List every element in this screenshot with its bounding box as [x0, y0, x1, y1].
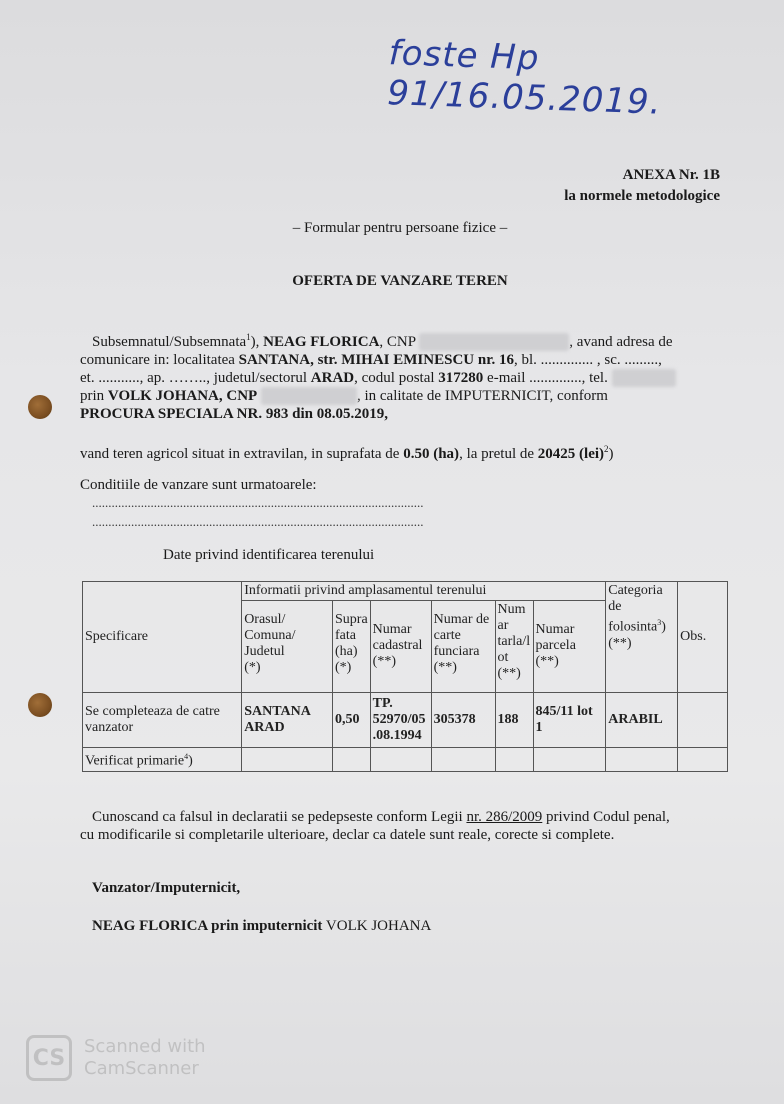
cell-categoria: ARABIL [606, 693, 678, 748]
annex-number: ANEXA Nr. 1B [622, 167, 720, 183]
cell-cadastral: TP. 52970/05 .08.1994 [370, 693, 431, 748]
conditions-line-2: ...................................................................................................... [92, 514, 424, 529]
row-label-seller: Se completeaza de catre vanzator [83, 693, 242, 748]
declaration-line-2: comunicare in: localitatea SANTANA, str. MIHAI EMINESCU nr. 16, bl. .............. , sc. ........., [80, 352, 662, 368]
signature-role: Vanzator/Imputernicit, [92, 880, 241, 896]
header-suprafata: Supra fata (ha) (*) [333, 601, 371, 693]
declaration-paragraph [80, 328, 720, 423]
land-identification-table [82, 581, 728, 772]
seller-name: NEAG FLORICA [263, 334, 380, 350]
conditions-line-1: ...................................................................................................... [92, 495, 424, 510]
table-row [83, 748, 728, 772]
legal-statement: Cunoscand ca falsul in declaratii se pedepseste conform Legii nr. 286/2009 privind Codul penal, cu modificarile si completarile ulterioare, declar ca datele sunt reale, corecte si complete. [80, 809, 670, 843]
locality: SANTANA [238, 352, 311, 368]
row-label-primarie: Verificat primarie$^4$) [83, 748, 242, 772]
header-location-info: Informatii privind amplasamentul terenului [242, 582, 606, 601]
power-of-attorney: PROCURA SPECIALA NR. 983 din 08.05.2019, [80, 406, 388, 422]
header-cadastral: Numar cadastral (**) [370, 601, 431, 693]
cell-suprafata: 0,50 [333, 693, 371, 748]
street-address: , str. MIHAI EMINESCU nr. 16 [310, 352, 514, 368]
watermark-line-1: Scanned with [84, 1036, 206, 1057]
handwritten-registration-note: foste Hp 91/16.05.2019. [386, 33, 663, 123]
form-type: – Formular pentru persoane fizice – [292, 220, 508, 236]
declaration-line-3: et. ..........., ap. …….., judetul/sectorul ARAD, codul postal 317280 e-mail .............., tel. [80, 369, 720, 387]
land-area: 0.50 (ha) [403, 446, 460, 462]
redacted-phone [612, 369, 676, 387]
cell-parcela: 845/11 lot 1 [533, 693, 606, 748]
camscanner-watermark [26, 1035, 206, 1081]
header-parcela: Numar parcela (**) [533, 601, 606, 693]
document-title: OFERTA DE VANZARE TEREN [292, 273, 508, 289]
sale-price: 20425 (lei) [537, 446, 605, 462]
representative-name: VOLK JOHANA, CNP [107, 388, 258, 404]
camscanner-logo-icon: CS [26, 1035, 72, 1081]
cell-obs [678, 693, 728, 748]
redacted-rep-cnp [261, 387, 357, 405]
declaration-line-1: Subsemnatul/Subsemnata$^1$), NEAG FLORICA, CNP , avand adresa de [92, 332, 673, 350]
postal-code: 317280 [438, 370, 484, 386]
header-specificare: Specificare [83, 582, 242, 693]
conditions-label: Conditiile de vanzare sunt urmatoarele: [80, 477, 317, 493]
law-reference-link[interactable]: nr. 286/2009 [466, 809, 543, 825]
header-tarla: Num ar tarla/l ot (**) [495, 601, 533, 693]
table-caption: Date privind identificarea terenului [163, 547, 375, 563]
header-carte-funciara: Numar de carte funciara (**) [431, 601, 495, 693]
watermark-line-2: CamScanner [84, 1058, 199, 1079]
punch-hole [28, 693, 52, 717]
punch-hole [28, 395, 52, 419]
header-categoria: Categoria de folosinta$^3$) (**) [606, 582, 678, 693]
header-oras: Orasul/ Comuna/ Judetul (*) [242, 601, 333, 693]
cell-carte-funciara: 305378 [431, 693, 495, 748]
table-group-header-row [83, 582, 728, 601]
header-obs: Obs. [678, 582, 728, 693]
cell-tarla: 188 [495, 693, 533, 748]
redacted-cnp [419, 333, 569, 351]
table-row [83, 693, 728, 748]
sale-statement: vand teren agricol situat in extravilan, in suprafata de 0.50 (ha), la pretul de 20425 (lei)$^2$) [80, 444, 614, 462]
annex-subtitle: la normele metodologice [564, 188, 720, 204]
annex-header [564, 165, 720, 207]
cell-oras: SANTANA ARAD [242, 693, 333, 748]
signature-name: NEAG FLORICA prin imputernicit VOLK JOHANA [92, 918, 432, 934]
declaration-line-4: prin VOLK JOHANA, CNP , in calitate de IMPUTERNICIT, conform [80, 388, 608, 404]
county: ARAD [310, 370, 355, 386]
